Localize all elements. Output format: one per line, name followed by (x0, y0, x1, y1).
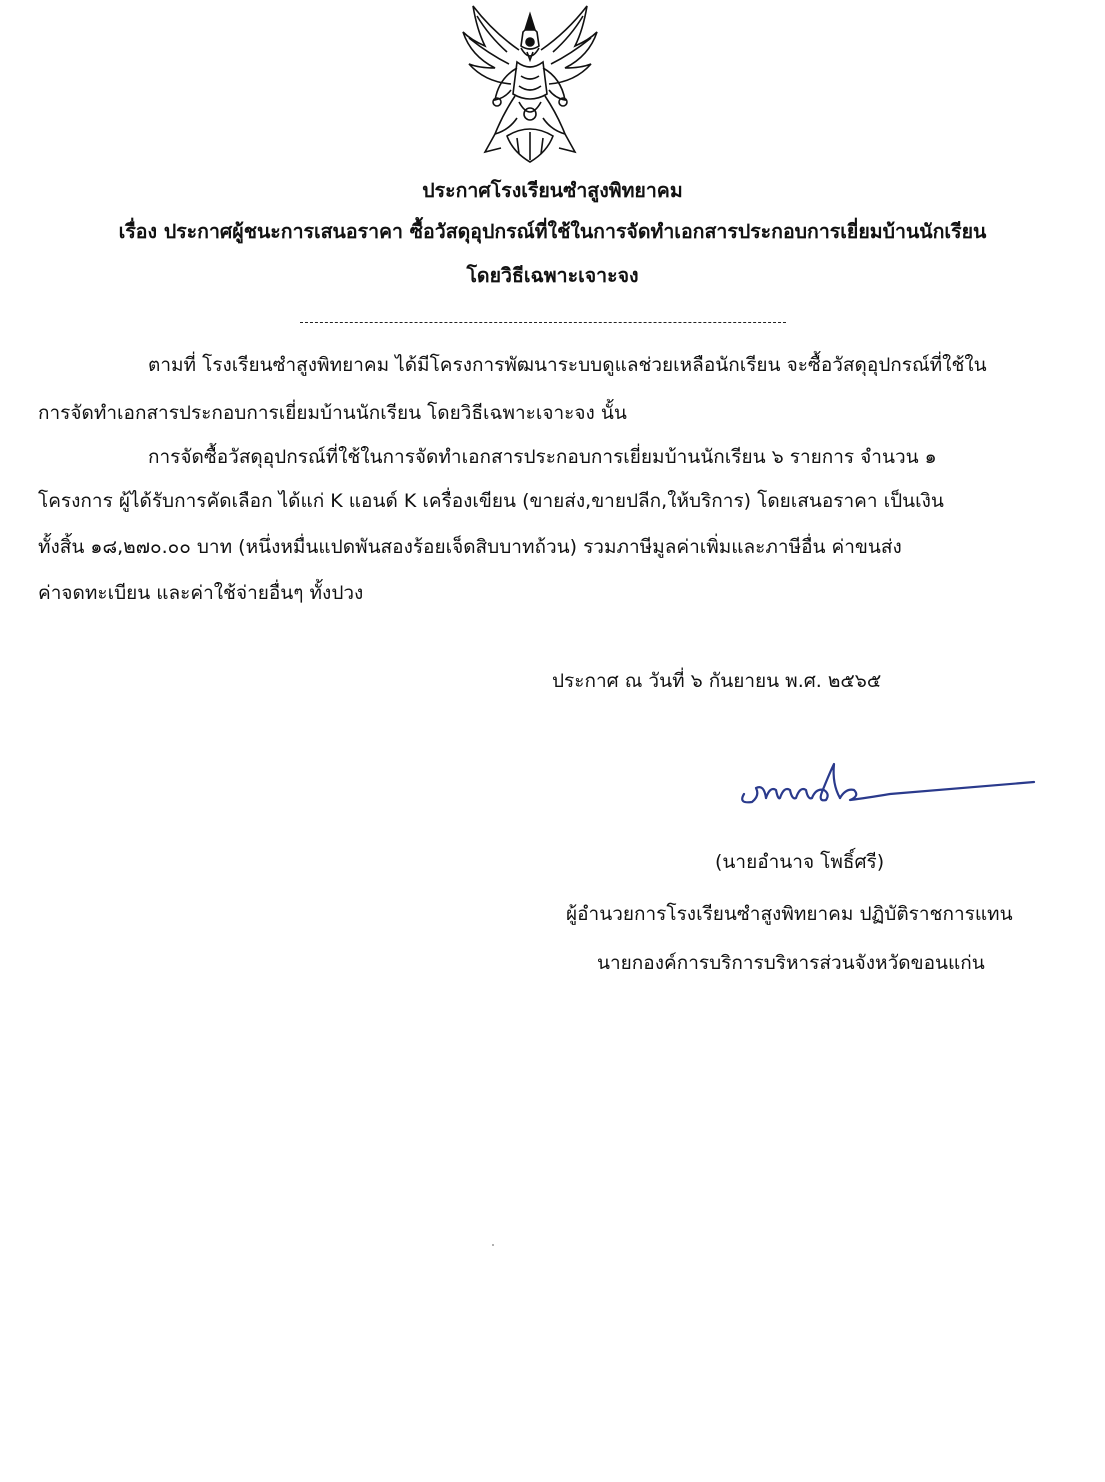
handwritten-signature (730, 758, 1040, 818)
scan-speck (492, 1244, 494, 1246)
body-paragraph-2-line-2: โครงการ ผู้ได้รับการคัดเลือก ได้แก่ K แอนด์ K เครื่องเขียน (ขายส่ง,ขายปลีก,ให้บริการ) โดยเสนอราคา เป็นเงิน (38, 490, 944, 512)
signer-position-acting-for: นายกองค์การบริการบริหารส่วนจังหวัดขอนแก่น (597, 952, 985, 974)
body-paragraph-2-line-1: การจัดซื้อวัสดุอุปกรณ์ที่ใช้ในการจัดทำเอกสารประกอบการเยี่ยมบ้านนักเรียน ๖ รายการ จำนวน ๑ (148, 446, 937, 468)
signer-position: ผู้อำนวยการโรงเรียนซำสูงพิทยาคม ปฏิบัติราชการแทน (566, 903, 1013, 925)
signer-name: (นายอำนาจ โพธิ์ศรี) (715, 851, 885, 873)
announcement-title: ประกาศโรงเรียนซำสูงพิทยาคม (422, 179, 683, 202)
body-paragraph-1-line-2: การจัดทำเอกสารประกอบการเยี่ยมบ้านนักเรียน โดยวิธีเฉพาะเจาะจง นั้น (38, 402, 627, 424)
garuda-emblem-icon (455, 2, 605, 172)
body-paragraph-2-line-4: ค่าจดทะเบียน และค่าใช้จ่ายอื่นๆ ทั้งปวง (38, 582, 364, 604)
body-paragraph-1-line-1: ตามที่ โรงเรียนซำสูงพิทยาคม ได้มีโครงการพัฒนาระบบดูแลช่วยเหลือนักเรียน จะซื้อวัสดุอุปกรณ์ที่ใช้ใน (148, 354, 987, 376)
body-paragraph-2-line-3: ทั้งสิ้น ๑๘,๒๗๐.๐๐ บาท (หนึ่งหมื่นแปดพันสองร้อยเจ็ดสิบบาทถ้วน) รวมภาษีมูลค่าเพิ่มและภาษีอื่น ค่าขนส่ง (38, 536, 902, 558)
announcement-subject: เรื่อง ประกาศผู้ชนะการเสนอราคา ซื้อวัสดุอุปกรณ์ที่ใช้ในการจัดทำเอกสารประกอบการเยี่ยมบ้านนักเรียน (118, 220, 987, 243)
announcement-subject-method: โดยวิธีเฉพาะเจาะจง (466, 264, 639, 287)
dashed-divider (300, 322, 786, 323)
announcement-date: ประกาศ ณ วันที่ ๖ กันยายน พ.ศ. ๒๕๖๕ (552, 670, 882, 692)
